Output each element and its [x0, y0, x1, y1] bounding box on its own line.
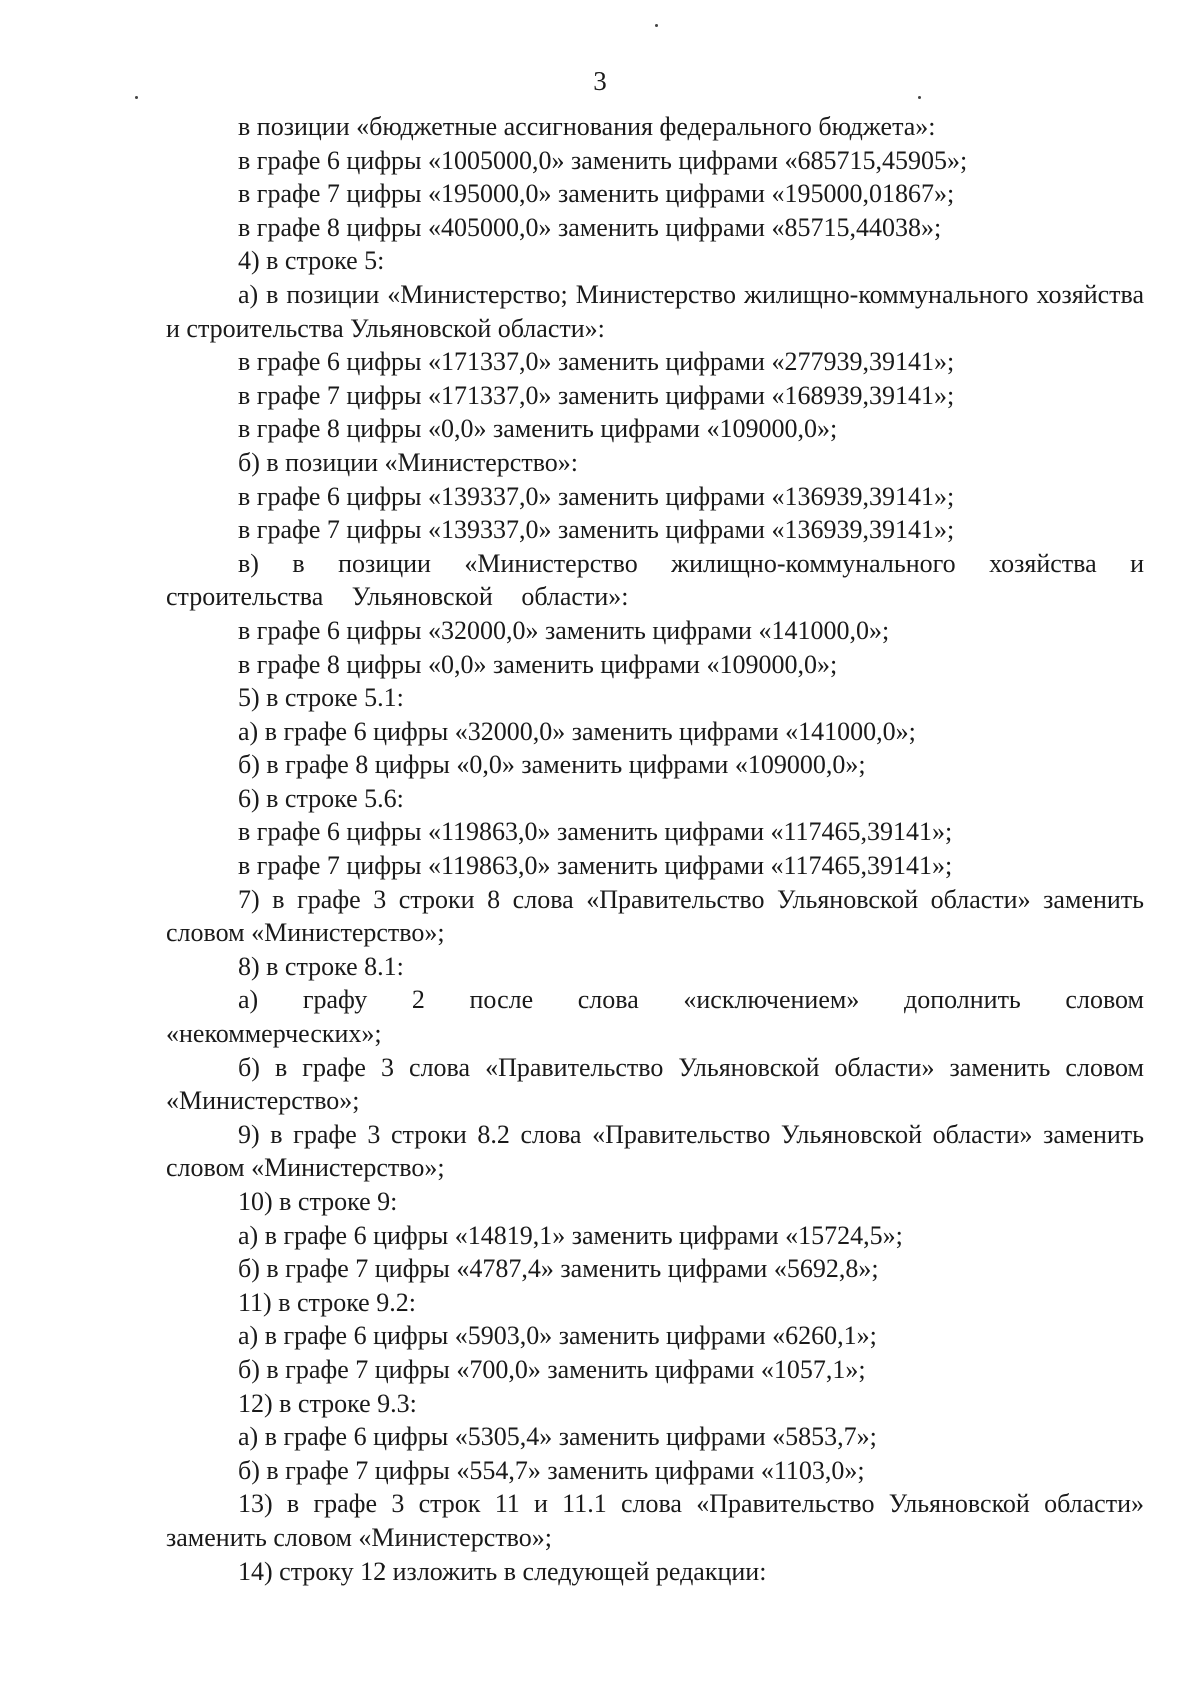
paragraph: 14) строку 12 изложить в следующей редакции:: [238, 1556, 767, 1586]
paragraph: 6) в строке 5.6:: [238, 783, 404, 813]
page-number: 3: [593, 66, 607, 96]
paragraph: 5) в строке 5.1:: [238, 683, 404, 713]
scan-speck: [135, 96, 138, 99]
paragraph: а) в графе 6 цифры «5305,4» заменить цифрами «5853,7»;: [238, 1422, 877, 1452]
paragraph: 11) в строке 9.2:: [238, 1287, 416, 1317]
paragraph: в графе 6 цифры «32000,0» заменить цифрами «141000,0»;: [238, 615, 890, 645]
paragraph: в графе 7 цифры «119863,0» заменить цифрами «117465,39141»;: [238, 851, 953, 881]
paragraph: 8) в строке 8.1:: [238, 951, 404, 981]
paragraph: в) в позиции «Министерство жилищно-коммунального хозяйства и строительства Ульяновской области»:: [166, 548, 1144, 612]
paragraph: б) в графе 8 цифры «0,0» заменить цифрами «109000,0»;: [238, 750, 866, 780]
paragraph: в графе 7 цифры «171337,0» заменить цифрами «168939,39141»;: [238, 380, 955, 410]
paragraph: в графе 6 цифры «119863,0» заменить цифрами «117465,39141»;: [238, 817, 953, 847]
paragraph: 4) в строке 5:: [238, 246, 385, 276]
paragraph: а) в графе 6 цифры «32000,0» заменить цифрами «141000,0»;: [238, 716, 916, 746]
scan-speck: [655, 24, 658, 27]
paragraph: а) в позиции «Министерство; Министерство жилищно-коммунального хозяйства и строительства Ульяновской области»:: [166, 279, 1144, 343]
paragraph: в графе 6 цифры «171337,0» заменить цифрами «277939,39141»;: [238, 347, 955, 377]
paragraph: а) в графе 6 цифры «14819,1» заменить цифрами «15724,5»;: [238, 1220, 903, 1250]
paragraph: б) в графе 7 цифры «554,7» заменить цифрами «1103,0»;: [238, 1455, 865, 1485]
paragraph: в позиции «бюджетные ассигнования федерального бюджета»:: [238, 112, 936, 141]
paragraph: в графе 8 цифры «0,0» заменить цифрами «109000,0»;: [238, 649, 838, 679]
paragraph: в графе 8 цифры «405000,0» заменить цифрами «85715,44038»;: [238, 212, 942, 242]
paragraph: б) в графе 3 слова «Правительство Ульяновской области» заменить словом «Министерство»;: [166, 1052, 1144, 1116]
paragraph: 12) в строке 9.3:: [238, 1388, 417, 1418]
paragraph: в графе 6 цифры «139337,0» заменить цифрами «136939,39141»;: [238, 481, 955, 511]
scan-speck: [918, 96, 921, 99]
paragraph: а) графу 2 после слова «исключением» дополнить словом «некоммерческих»;: [166, 985, 1144, 1049]
paragraph: а) в графе 6 цифры «5903,0» заменить цифрами «6260,1»;: [238, 1321, 877, 1351]
paragraph: 9) в графе 3 строки 8.2 слова «Правительство Ульяновской области» заменить словом «Министерство»;: [166, 1119, 1144, 1183]
paragraph: б) в графе 7 цифры «4787,4» заменить цифрами «5692,8»;: [238, 1254, 879, 1284]
paragraph: 13) в графе 3 строк 11 и 11.1 слова «Правительство Ульяновской области» заменить словом «Министерство»;: [166, 1489, 1144, 1552]
paragraph: 7) в графе 3 строки 8 слова «Правительство Ульяновской области» заменить словом «Министерство»;: [166, 884, 1144, 948]
paragraph: б) в позиции «Министерство»:: [238, 447, 579, 477]
document-body: [166, 110, 1144, 1588]
paragraph: в графе 7 цифры «139337,0» заменить цифрами «136939,39141»;: [238, 515, 955, 545]
paragraph: в графе 7 цифры «195000,0» заменить цифрами «195000,01867»;: [238, 179, 955, 209]
paragraph: в графе 6 цифры «1005000,0» заменить цифрами «685715,45905»;: [238, 145, 968, 175]
paragraph: б) в графе 7 цифры «700,0» заменить цифрами «1057,1»;: [238, 1354, 866, 1384]
paragraph: в графе 8 цифры «0,0» заменить цифрами «109000,0»;: [238, 414, 838, 444]
paragraph: 10) в строке 9:: [238, 1187, 398, 1216]
